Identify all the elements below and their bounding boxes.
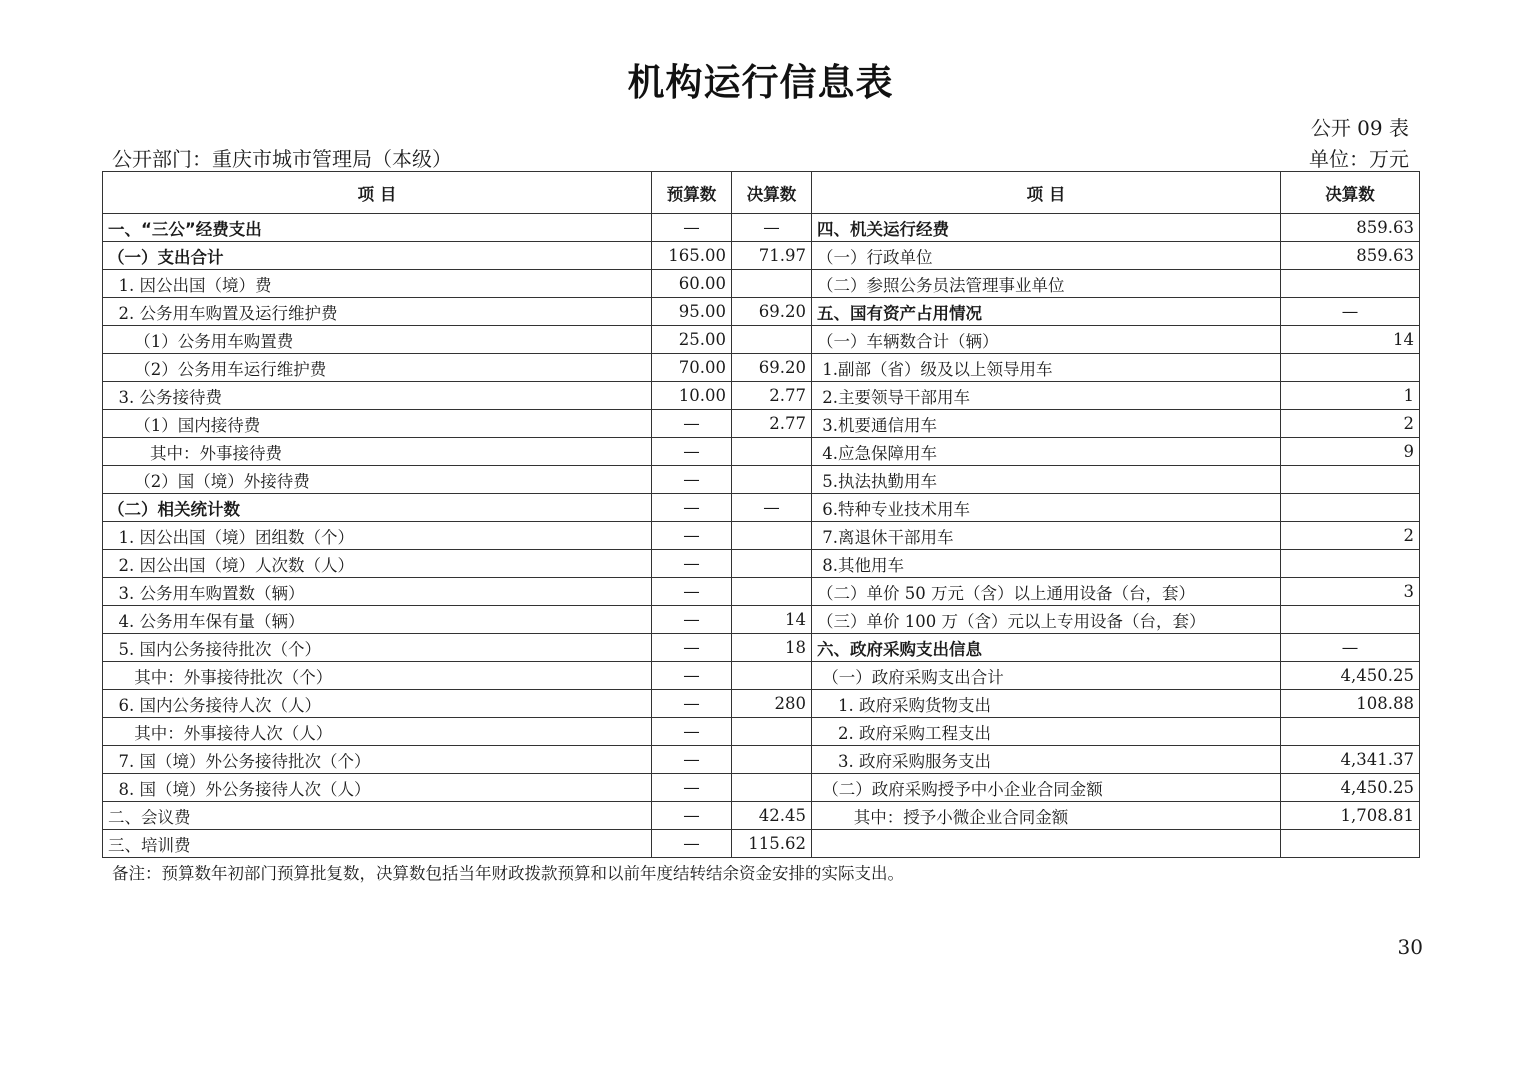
header-final-right: 决算数: [1281, 172, 1420, 214]
cell-final-right: 4,450.25: [1281, 662, 1420, 690]
table-row: [103, 550, 1420, 578]
cell-item-left: （1）公务用车购置费: [103, 326, 652, 354]
cell-final-right: [1281, 354, 1420, 382]
table-row: [103, 214, 1420, 242]
table-row: [103, 242, 1420, 270]
cell-item-right: 六、政府采购支出信息: [812, 634, 1281, 662]
cell-final-right: [1281, 466, 1420, 494]
cell-item-right: 4.应急保障用车: [812, 438, 1281, 466]
cell-final-left: [732, 774, 812, 802]
table-row: [103, 746, 1420, 774]
cell-final-right: 1: [1281, 382, 1420, 410]
cell-item-right: 3. 政府采购服务支出: [812, 746, 1281, 774]
cell-budget: —: [652, 466, 732, 494]
cell-budget: 70.00: [652, 354, 732, 382]
cell-item-left: （一）支出合计: [103, 242, 652, 270]
table-row: [103, 298, 1420, 326]
cell-final-right: 4,450.25: [1281, 774, 1420, 802]
cell-final-left: [732, 550, 812, 578]
cell-item-left: 2. 公务用车购置及运行维护费: [103, 298, 652, 326]
cell-final-right: —: [1281, 298, 1420, 326]
cell-budget: —: [652, 774, 732, 802]
cell-item-left: 4. 公务用车保有量（辆）: [103, 606, 652, 634]
cell-item-left: 1. 因公出国（境）团组数（个）: [103, 522, 652, 550]
cell-final-right: [1281, 718, 1420, 746]
cell-budget: 165.00: [652, 242, 732, 270]
cell-final-right: 1,708.81: [1281, 802, 1420, 830]
cell-item-left: （2）公务用车运行维护费: [103, 354, 652, 382]
cell-final-right: 9: [1281, 438, 1420, 466]
cell-item-left: 8. 国（境）外公务接待人次（人）: [103, 774, 652, 802]
cell-final-left: 69.20: [732, 354, 812, 382]
cell-item-right: 2.主要领导干部用车: [812, 382, 1281, 410]
cell-final-left: 2.77: [732, 410, 812, 438]
table-row: [103, 802, 1420, 830]
cell-final-left: 18: [732, 634, 812, 662]
cell-budget: 10.00: [652, 382, 732, 410]
cell-final-right: [1281, 270, 1420, 298]
cell-final-right: [1281, 550, 1420, 578]
cell-budget: 60.00: [652, 270, 732, 298]
cell-final-right: 859.63: [1281, 214, 1420, 242]
table-row: [103, 494, 1420, 522]
table-body: [103, 214, 1420, 858]
cell-item-right: 四、机关运行经费: [812, 214, 1281, 242]
operation-info-table: [102, 171, 1420, 858]
table-row: [103, 354, 1420, 382]
cell-budget: —: [652, 494, 732, 522]
table-row: [103, 522, 1420, 550]
cell-final-right: 859.63: [1281, 242, 1420, 270]
cell-item-right: （一）政府采购支出合计: [812, 662, 1281, 690]
cell-final-right: 2: [1281, 410, 1420, 438]
cell-final-left: [732, 522, 812, 550]
page-title: 机构运行信息表: [627, 61, 894, 104]
table-row: [103, 634, 1420, 662]
table-row: [103, 718, 1420, 746]
cell-final-right: [1281, 606, 1420, 634]
cell-item-right: （三）单价 100 万（含）元以上专用设备（台，套）: [812, 606, 1281, 634]
cell-final-left: [732, 746, 812, 774]
cell-final-left: 115.62: [732, 830, 812, 858]
cell-budget: —: [652, 550, 732, 578]
cell-final-right: 2: [1281, 522, 1420, 550]
table-row: [103, 438, 1420, 466]
cell-final-right: 108.88: [1281, 690, 1420, 718]
cell-item-right: 6.特种专业技术用车: [812, 494, 1281, 522]
cell-final-right: [1281, 494, 1420, 522]
cell-final-right: 4,341.37: [1281, 746, 1420, 774]
cell-budget: —: [652, 606, 732, 634]
cell-final-left: 280: [732, 690, 812, 718]
table-row: [103, 382, 1420, 410]
cell-budget: —: [652, 690, 732, 718]
cell-item-right: 2. 政府采购工程支出: [812, 718, 1281, 746]
cell-item-right: 7.离退休干部用车: [812, 522, 1281, 550]
cell-item-left: 3. 公务接待费: [103, 382, 652, 410]
cell-item-right: 五、国有资产占用情况: [812, 298, 1281, 326]
table-row: [103, 830, 1420, 858]
cell-item-left: 一、“三公”经费支出: [103, 214, 652, 242]
table-number: 公开 09 表: [1310, 116, 1409, 140]
cell-budget: —: [652, 802, 732, 830]
cell-final-left: —: [732, 214, 812, 242]
cell-item-right: 1. 政府采购货物支出: [812, 690, 1281, 718]
cell-item-right: （一）车辆数合计（辆）: [812, 326, 1281, 354]
cell-final-left: [732, 662, 812, 690]
cell-budget: —: [652, 214, 732, 242]
cell-final-left: [732, 718, 812, 746]
cell-item-left: 3. 公务用车购置数（辆）: [103, 578, 652, 606]
cell-final-right: —: [1281, 634, 1420, 662]
cell-budget: —: [652, 746, 732, 774]
cell-item-right: （二）单价 50 万元（含）以上通用设备（台，套）: [812, 578, 1281, 606]
table-header-row: [103, 172, 1420, 214]
table-row: [103, 774, 1420, 802]
cell-item-left: 5. 国内公务接待批次（个）: [103, 634, 652, 662]
cell-final-left: 2.77: [732, 382, 812, 410]
cell-item-right: 8.其他用车: [812, 550, 1281, 578]
table-row: [103, 662, 1420, 690]
cell-budget: —: [652, 410, 732, 438]
cell-item-right: 1.副部（省）级及以上领导用车: [812, 354, 1281, 382]
cell-item-left: （二）相关统计数: [103, 494, 652, 522]
footnote: 备注：预算数年初部门预算批复数，决算数包括当年财政拨款预算和以前年度结转结余资金安排的实际支出。: [112, 864, 904, 883]
cell-item-right: （二）政府采购授予中小企业合同金额: [812, 774, 1281, 802]
table-row: [103, 690, 1420, 718]
cell-final-left: 14: [732, 606, 812, 634]
header-item-right: 项 目: [812, 172, 1281, 214]
table-row: [103, 270, 1420, 298]
cell-item-left: 7. 国（境）外公务接待批次（个）: [103, 746, 652, 774]
cell-budget: 25.00: [652, 326, 732, 354]
table-row: [103, 606, 1420, 634]
table-row: [103, 410, 1420, 438]
header-final-left: 决算数: [732, 172, 812, 214]
cell-item-left: 其中：外事接待费: [103, 438, 652, 466]
cell-item-right: 3.机要通信用车: [812, 410, 1281, 438]
cell-final-left: [732, 466, 812, 494]
cell-item-left: 三、培训费: [103, 830, 652, 858]
cell-item-left: 其中：外事接待人次（人）: [103, 718, 652, 746]
cell-final-left: —: [732, 494, 812, 522]
cell-budget: —: [652, 634, 732, 662]
cell-item-right: [812, 830, 1281, 858]
cell-item-right: （二）参照公务员法管理事业单位: [812, 270, 1281, 298]
page-number: 30: [1397, 935, 1423, 959]
cell-final-left: [732, 326, 812, 354]
cell-item-left: （1）国内接待费: [103, 410, 652, 438]
cell-budget: —: [652, 438, 732, 466]
cell-budget: —: [652, 718, 732, 746]
cell-budget: —: [652, 578, 732, 606]
cell-budget: —: [652, 522, 732, 550]
cell-item-left: 二、会议费: [103, 802, 652, 830]
cell-item-right: （一）行政单位: [812, 242, 1281, 270]
cell-item-left: 其中：外事接待批次（个）: [103, 662, 652, 690]
cell-final-left: 69.20: [732, 298, 812, 326]
cell-final-right: 3: [1281, 578, 1420, 606]
cell-final-left: [732, 578, 812, 606]
table-row: [103, 578, 1420, 606]
table-row: [103, 326, 1420, 354]
cell-budget: —: [652, 662, 732, 690]
cell-final-right: [1281, 830, 1420, 858]
cell-final-right: 14: [1281, 326, 1420, 354]
header-budget: 预算数: [652, 172, 732, 214]
cell-item-left: 2. 因公出国（境）人次数（人）: [103, 550, 652, 578]
cell-final-left: [732, 438, 812, 466]
department-label: 公开部门：重庆市城市管理局（本级）: [112, 147, 452, 171]
table-row: [103, 466, 1420, 494]
cell-item-left: 6. 国内公务接待人次（人）: [103, 690, 652, 718]
cell-budget: —: [652, 830, 732, 858]
cell-item-right: 5.执法执勤用车: [812, 466, 1281, 494]
unit-label: 单位：万元: [1309, 147, 1409, 171]
cell-item-left: 1. 因公出国（境）费: [103, 270, 652, 298]
cell-item-right: 其中：授予小微企业合同金额: [812, 802, 1281, 830]
cell-final-left: [732, 270, 812, 298]
cell-item-left: （2）国（境）外接待费: [103, 466, 652, 494]
cell-budget: 95.00: [652, 298, 732, 326]
header-item-left: 项 目: [103, 172, 652, 214]
cell-final-left: 42.45: [732, 802, 812, 830]
cell-final-left: 71.97: [732, 242, 812, 270]
